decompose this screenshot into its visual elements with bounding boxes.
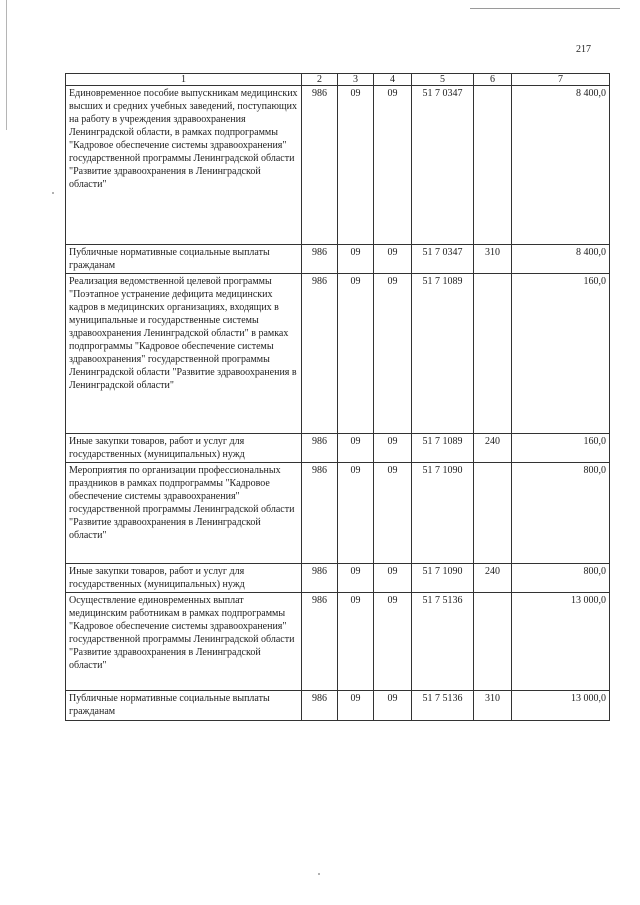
cell-admin-code: 986 <box>302 245 338 274</box>
row-name-cell: Единовременное пособие выпускникам медицинских высших и средних учебных заведений, поступающих на работу в учреждения здравоохранения Ленинградской области, в рамках подпрограммы "Кадровое обеспечение системы здравоохранения" государственной программы Ленинградской области "Развитие здравоохранения в Ленинградской области" <box>66 86 302 245</box>
cell-amount: 13 000,0 <box>512 593 610 691</box>
cell-target-article: 51 7 1089 <box>412 434 474 463</box>
table-row <box>66 564 610 593</box>
cell-section: 09 <box>338 245 374 274</box>
cell-section: 09 <box>338 593 374 691</box>
table-row <box>66 463 610 564</box>
cell-section: 09 <box>338 463 374 564</box>
column-header: 3 <box>338 74 374 86</box>
cell-expense-type <box>474 274 512 434</box>
cell-amount: 8 400,0 <box>512 245 610 274</box>
cell-section: 09 <box>338 274 374 434</box>
column-header: 6 <box>474 74 512 86</box>
cell-admin-code: 986 <box>302 564 338 593</box>
cell-expense-type <box>474 593 512 691</box>
table-row <box>66 691 610 721</box>
scan-speck <box>52 192 54 194</box>
row-name-cell: Публичные нормативные социальные выплаты гражданам <box>66 245 302 274</box>
table-row <box>66 593 610 691</box>
cell-expense-type: 310 <box>474 245 512 274</box>
column-header: 5 <box>412 74 474 86</box>
page-number: 217 <box>576 44 591 55</box>
row-name-cell: Публичные нормативные социальные выплаты гражданам <box>66 691 302 721</box>
cell-subsection: 09 <box>374 274 412 434</box>
cell-admin-code: 986 <box>302 86 338 245</box>
column-header: 2 <box>302 74 338 86</box>
cell-subsection: 09 <box>374 245 412 274</box>
table-row <box>66 434 610 463</box>
cell-expense-type <box>474 463 512 564</box>
scan-artifact-line <box>470 8 620 9</box>
cell-admin-code: 986 <box>302 463 338 564</box>
table-row <box>66 86 610 245</box>
table-row <box>66 245 610 274</box>
scan-speck <box>318 873 320 875</box>
row-name-cell: Реализация ведомственной целевой программы "Поэтапное устранение дефицита медицинских кадров в медицинских организациях, входящих в муниципальные и государственные системы здравоохранения Ленинградской области" в рамках подпрограммы "Кадровое обеспечение системы здравоохранения" государственной программы Ленинградской области "Развитие здравоохранения в Ленинградской области" <box>66 274 302 434</box>
cell-expense-type: 240 <box>474 434 512 463</box>
cell-subsection: 09 <box>374 434 412 463</box>
column-header: 4 <box>374 74 412 86</box>
cell-target-article: 51 7 0347 <box>412 86 474 245</box>
cell-section: 09 <box>338 434 374 463</box>
cell-amount: 800,0 <box>512 463 610 564</box>
cell-subsection: 09 <box>374 691 412 721</box>
cell-admin-code: 986 <box>302 593 338 691</box>
cell-amount: 8 400,0 <box>512 86 610 245</box>
cell-expense-type: 240 <box>474 564 512 593</box>
budget-table <box>65 73 610 721</box>
column-header: 1 <box>66 74 302 86</box>
cell-expense-type: 310 <box>474 691 512 721</box>
cell-admin-code: 986 <box>302 691 338 721</box>
cell-subsection: 09 <box>374 564 412 593</box>
row-name-cell: Иные закупки товаров, работ и услуг для государственных (муниципальных) нужд <box>66 564 302 593</box>
cell-amount: 800,0 <box>512 564 610 593</box>
cell-target-article: 51 7 1090 <box>412 463 474 564</box>
cell-section: 09 <box>338 564 374 593</box>
cell-target-article: 51 7 1090 <box>412 564 474 593</box>
cell-target-article: 51 7 1089 <box>412 274 474 434</box>
cell-target-article: 51 7 5136 <box>412 691 474 721</box>
cell-section: 09 <box>338 691 374 721</box>
header-row <box>66 74 610 86</box>
table-row <box>66 274 610 434</box>
row-name-cell: Мероприятия по организации профессиональных праздников в рамках подпрограммы "Кадровое обеспечение системы здравоохранения" государственной программы Ленинградской области "Развитие здравоохранения в Ленинградской области" <box>66 463 302 564</box>
column-header: 7 <box>512 74 610 86</box>
row-name-cell: Иные закупки товаров, работ и услуг для государственных (муниципальных) нужд <box>66 434 302 463</box>
cell-subsection: 09 <box>374 463 412 564</box>
row-name-cell: Осуществление единовременных выплат медицинским работникам в рамках подпрограммы "Кадровое обеспечение системы здравоохранения" государственной программы Ленинградской области "Развитие здравоохранения в Ленинградской области" <box>66 593 302 691</box>
cell-subsection: 09 <box>374 593 412 691</box>
cell-section: 09 <box>338 86 374 245</box>
cell-expense-type <box>474 86 512 245</box>
cell-amount: 160,0 <box>512 434 610 463</box>
cell-admin-code: 986 <box>302 434 338 463</box>
cell-amount: 160,0 <box>512 274 610 434</box>
cell-target-article: 51 7 5136 <box>412 593 474 691</box>
cell-admin-code: 986 <box>302 274 338 434</box>
scan-artifact-edge <box>6 0 7 130</box>
cell-target-article: 51 7 0347 <box>412 245 474 274</box>
cell-amount: 13 000,0 <box>512 691 610 721</box>
cell-subsection: 09 <box>374 86 412 245</box>
